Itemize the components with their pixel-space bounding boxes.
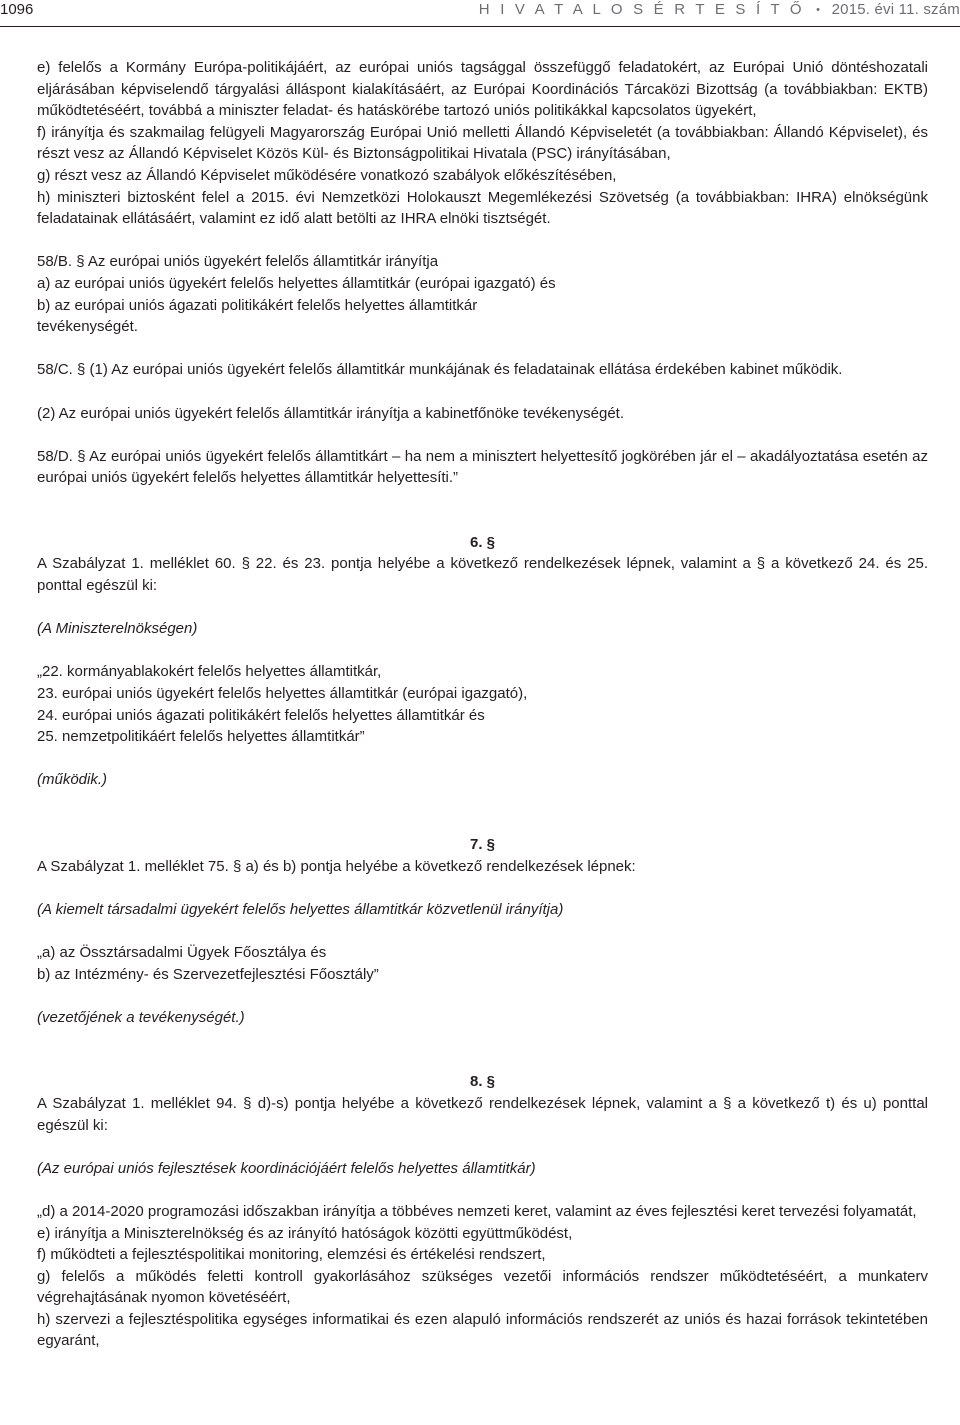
paragraph-h: h) miniszteri biztosként felel a 2015. évi Nemzetközi Holokauszt Megemlékezési Szövetség (a továbbiakban: IHRA) elnökségünk feladatainak ellátásáért, valamint ez idő alatt betölti az IHRA elnöki tisztségét. xyxy=(37,188,928,228)
section-7-closing: (vezetőjének a tevékenységét.) xyxy=(37,1008,245,1026)
paragraph-g: g) részt vesz az Állandó Képviselet működésére vonatkozó szabályok előkészítésében, xyxy=(37,166,617,184)
section-8-item-f: f) működteti a fejlesztéspolitikai monitoring, elemzési és értékelési rendszert, xyxy=(37,1246,546,1264)
page-number: 1096 xyxy=(0,1,34,18)
section-6-text: A Szabályzat 1. melléklet 60. § 22. és 23. pontja helyébe a következő rendelkezések lépnek, valamint a § a következő 24. és 25. ponttal egészül ki: xyxy=(37,555,928,595)
paragraph-e: e) felelős a Kormány Európa-politikájáért, az európai uniós tagsággal összefüggő feladatokért, az Európai Unió döntéshozatali eljárásában képviselendő tárgyalási álláspont kialakításáért, az Európai Koordinációs Tárcaközi Bizottság (a továbbiakban: EKTB) működtetéséért, továbbá a miniszter feladat- és hatáskörébe tartozó uniós politikákkal kapcsolatos ügyekért, xyxy=(37,59,928,120)
section-6-context: (A Miniszterelnökségen) xyxy=(37,620,198,638)
document-body xyxy=(37,57,928,1352)
section-58b-heading: 58/B. § Az európai uniós ügyekért felelős államtitkár irányítja xyxy=(37,253,439,271)
section-6-line-22: „22. kormányablakokért felelős helyettes államtitkár, xyxy=(37,663,382,681)
section-6-line-24: 24. európai uniós ágazati politikákért felelős helyettes államtitkár és xyxy=(37,706,485,724)
section-8-context: (Az európai uniós fejlesztések koordinációjáért felelős helyettes államtitkár) xyxy=(37,1159,536,1177)
section-heading-7: 7. § xyxy=(469,836,496,853)
section-6-closing: (működik.) xyxy=(37,771,108,789)
section-7-line-b: b) az Intézmény- és Szervezetfejlesztési Főosztály” xyxy=(37,965,379,983)
section-7-line-a: „a) az Össztársadalmi Ügyek Főosztálya és xyxy=(37,943,327,961)
section-6-line-25: 25. nemzetpolitikáért felelős helyettes államtitkár” xyxy=(37,728,365,746)
section-heading-8: 8. § xyxy=(469,1073,496,1091)
section-6-line-23: 23. európai uniós ügyekért felelős helyettes államtitkár (európai igazgató), xyxy=(37,685,528,703)
paragraph-f: f) irányítja és szakmailag felügyeli Magyarország Európai Unió melletti Állandó Képviseletét (a továbbiakban: Állandó Képviselet), és részt vesz az Állandó Képviselet Közös Kül- és Biztonságpolitikai Hivatala (PSC) irányításában, xyxy=(37,123,928,163)
section-8-item-d: „d) a 2014-2020 programozási időszakban irányítja a többéves nemzeti keret, valamint az éves fejlesztési keret tervezési folyamatát, xyxy=(37,1202,917,1220)
section-8-text: A Szabályzat 1. melléklet 94. § d)-s) pontja helyébe a következő rendelkezések lépnek, valamint a § a következő t) és u) ponttal egészül ki: xyxy=(37,1094,928,1134)
page-header xyxy=(0,0,960,24)
bullet-separator: • xyxy=(816,4,821,16)
section-58b-closing: tevékenységét. xyxy=(37,318,138,336)
journal-title: H I V A T A L O S É R T E S Í T Ő xyxy=(478,1,805,18)
issue-label: 2015. évi 11. szám xyxy=(831,1,960,18)
section-8-item-h: h) szervezi a fejlesztéspolitika egységes informatikai és ezen alapuló információs rendszerét az uniós és hazai források tekintetében egyaránt, xyxy=(37,1310,928,1350)
section-58b-item-a: a) az európai uniós ügyekért felelős helyettes államtitkár (európai igazgató) és xyxy=(37,274,556,292)
header-rule xyxy=(0,26,960,27)
section-58c-2: (2) Az európai uniós ügyekért felelős államtitkár irányítja a kabinetfőnöke tevékenységét. xyxy=(37,404,624,422)
section-8-item-g: g) felelős a működés feletti kontroll gyakorlásához szükséges vezetői információs rendszer működtetéséért, a munkaterv végrehajtásának nyomon követéséért, xyxy=(37,1267,928,1307)
section-heading-6: 6. § xyxy=(469,533,496,551)
section-58b-item-b: b) az európai uniós ágazati politikákért felelős helyettes államtitkár xyxy=(37,296,478,314)
section-8-item-e: e) irányítja a Miniszterelnökség és az irányító hatóságok közötti együttműködést, xyxy=(37,1224,573,1242)
journal-running-head xyxy=(479,1,960,18)
section-7-context: (A kiemelt társadalmi ügyekért felelős helyettes államtitkár közvetlenül irányítja) xyxy=(37,900,564,918)
section-7-text: A Szabályzat 1. melléklet 75. § a) és b) pontja helyébe a következő rendelkezések lépnek: xyxy=(37,857,636,875)
section-58d: 58/D. § Az európai uniós ügyekért felelős államtitkárt – ha nem a minisztert helyettesítő jogkörében jár el – akadályoztatása esetén az európai uniós ügyekért felelős helyettes államtitkár helyettesíti.” xyxy=(37,447,928,487)
section-58c-1: 58/C. § (1) Az európai uniós ügyekért felelős államtitkár munkájának és feladatainak ellátása érdekében kabinet működik. xyxy=(37,361,843,379)
